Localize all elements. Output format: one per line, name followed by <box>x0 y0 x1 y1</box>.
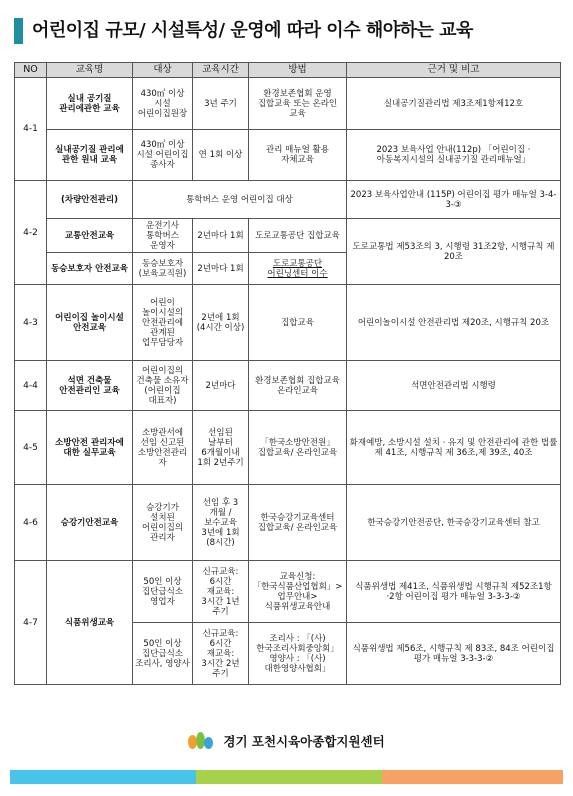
row-time: 연 1회 이상 <box>193 130 249 181</box>
header-target: 대상 <box>133 63 193 78</box>
row-method: 환경보존협회 운영 집합교육 또는 온라인 교육 <box>249 78 347 130</box>
table-row <box>15 130 561 181</box>
row-name: 승강기안전교육 <box>47 485 133 561</box>
row-basis: 식품위생법 제56조, 시행규칙 제 83조, 84조 어린이집 평가 매뉴얼 3-3-3-② <box>347 623 561 685</box>
row-no: 4-3 <box>15 285 47 361</box>
row-basis: 2023 보육사업안내 (115P) 어린이집 평가 매뉴얼 3-4-3-③ <box>347 181 561 219</box>
header-method: 방법 <box>249 63 347 78</box>
row-no: 4-5 <box>15 411 47 485</box>
row-name: 석면 건축물 안전관리인 교육 <box>47 361 133 411</box>
row-time: 신규교육: 6시간 재교육: 3시간 1년 주기 <box>193 561 249 623</box>
row-method: 관리 매뉴얼 활용 자체교육 <box>249 130 347 181</box>
row-method: 집합교육 <box>249 285 347 361</box>
row-name: 동승보호자 안전교육 <box>47 253 133 285</box>
row-target: 어린이 놀이시설의 안전관리에 관계된 업무담당자 <box>133 285 193 361</box>
row-time: 2년마다 1회 <box>193 219 249 253</box>
page-title: 어린이집 규모/ 시설특성/ 운영에 따라 이수 해야하는 교육 <box>32 20 473 41</box>
footer-stripe-green <box>196 770 382 784</box>
education-table <box>14 62 561 685</box>
footer-logo <box>0 730 573 751</box>
row-target: 소방관서에 선임 신고된 소방안전관리자 <box>133 411 193 485</box>
row-basis: 식품위생법 제41조, 식품위생법 시행규칙 제52조1항·2항 어린이집 평가 매뉴얼 3-3-3-② <box>347 561 561 623</box>
row-basis: 도로교통법 제53조의 3, 시행령 31조2항, 시행규칙 제 20조 <box>347 219 561 285</box>
row-target-merged: 통학버스 운영 어린이집 대상 <box>133 181 347 219</box>
row-basis: 어린이놀이시설 안전관리법 제20조, 시행규칙 20조 <box>347 285 561 361</box>
row-time: 3년 주기 <box>193 78 249 130</box>
row-name: 실내 공기질 관리에관한 교육 <box>47 78 133 130</box>
row-name: 실내공기질 관리에 관한 원내 교육 <box>47 130 133 181</box>
row-no: 4-1 <box>15 78 47 181</box>
row-method: 한국승강기교육센터 집합교육/ 온라인교육 <box>249 485 347 561</box>
row-basis: 석면안전관리법 시행령 <box>347 361 561 411</box>
row-basis: 화재예방, 소방시설 설치 · 유지 및 안전관리에 관한 법률 제 41조, 시행규칙 제 36조,제 39조, 40조 <box>347 411 561 485</box>
row-name: 어린이집 놀이시설 안전교육 <box>47 285 133 361</box>
row-basis: 실내공기질관리법 제3조제1항제12호 <box>347 78 561 130</box>
row-time: 선임된 날부터 6개월이내 1회 2년주기 <box>193 411 249 485</box>
footer-stripe-blue <box>10 770 196 784</box>
row-target: 승강기가 설치된 어린이집의 관리자 <box>133 485 193 561</box>
row-no: 4-7 <box>15 561 47 685</box>
table-row <box>15 219 561 253</box>
row-time: 2년에 1회 (4시간 이상) <box>193 285 249 361</box>
row-name: 소방안전 관리자에 대한 실무교육 <box>47 411 133 485</box>
table-row <box>15 181 561 219</box>
title-accent-bar <box>14 18 23 44</box>
row-target: 430㎡ 이상 시설 어린이집원장 <box>133 78 193 130</box>
row-target: 50인 이상 집단급식소 조리사, 영양사 <box>133 623 193 685</box>
row-method: 도로교통공단 어린닝센터 이수 <box>249 253 347 285</box>
row-no: 4-6 <box>15 485 47 561</box>
row-method: 조리사 : 「(사)한국조리사회중앙회」 영양사 : 「(사) 대한영양사협회」 <box>249 623 347 685</box>
row-time: 신규교육: 6시간 재교육: 3시간 2년 주기 <box>193 623 249 685</box>
row-name: 식품위생교육 <box>47 561 133 685</box>
header-basis: 근거 및 비고 <box>347 63 561 78</box>
row-name: 교통안전교육 <box>47 219 133 253</box>
table-row <box>15 78 561 130</box>
row-time: 선임 후 3 개월 / 보수교육 3년에 1회 (8시간) <box>193 485 249 561</box>
row-time: 2년마다 <box>193 361 249 411</box>
table-row <box>15 561 561 623</box>
row-target: 어린이집의 건축물 소유자 (어린이집 대표자) <box>133 361 193 411</box>
header-time: 교육시간 <box>193 63 249 78</box>
footer-org-name: 경기 포천시육아종합지원센터 <box>223 733 385 749</box>
row-basis: 한국승강기안전공단, 한국승강기교육센터 참고 <box>347 485 561 561</box>
header-name: 교육명 <box>47 63 133 78</box>
page-header <box>14 18 560 44</box>
table-row <box>15 361 561 411</box>
row-target: 운전기사 통학버스 운영자 <box>133 219 193 253</box>
row-basis: 2023 보육사업 안내(112p) 「어린이집 · 아동복지시설의 실내공기질 관리매뉴얼」 <box>347 130 561 181</box>
table-row <box>15 411 561 485</box>
row-no: 4-2 <box>15 181 47 285</box>
table-header-row <box>15 63 561 78</box>
row-time: 2년마다 1회 <box>193 253 249 285</box>
table-row <box>15 285 561 361</box>
row-target: 동승보호자 (보육교직원) <box>133 253 193 285</box>
row-target: 430㎡ 이상 시설 어린이집 종사자 <box>133 130 193 181</box>
footer-stripe-orange <box>382 770 563 784</box>
row-method: 「한국소방안전원」 집합교육/ 온라인교육 <box>249 411 347 485</box>
row-method: 환경보존협회 집합교육 온라인교육 <box>249 361 347 411</box>
header-no: NO <box>15 63 47 78</box>
row-method: 도로교통공단 집합교육 <box>249 219 347 253</box>
row-no: 4-4 <box>15 361 47 411</box>
row-name: (차량안전관리) <box>47 181 133 219</box>
row-method: 교육신청: 「한국식품산업협회」> 업무안내> 식품위생교육안내 <box>249 561 347 623</box>
row-target: 50인 이상 집단급식소 영업자 <box>133 561 193 623</box>
table-row <box>15 485 561 561</box>
center-logo-icon <box>188 731 214 751</box>
